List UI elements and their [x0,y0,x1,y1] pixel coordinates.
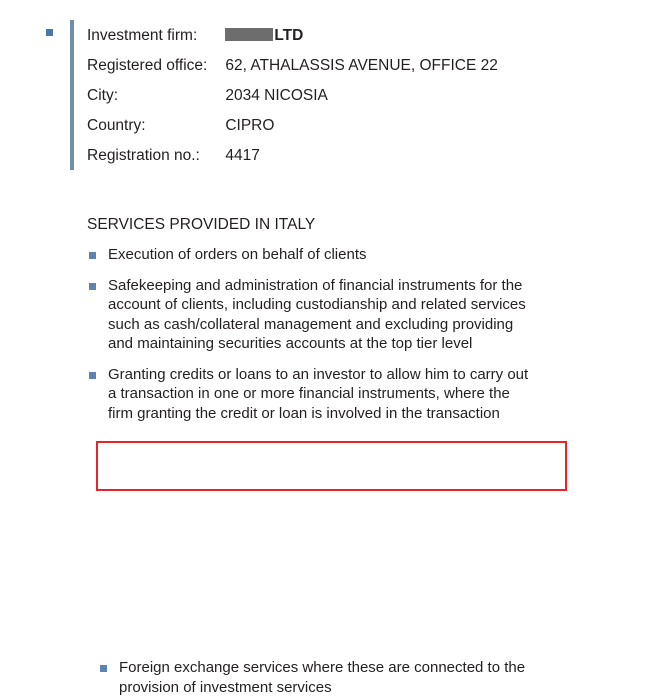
bullet-square-icon [100,665,107,672]
services-list [87,245,587,423]
list-item-text: Foreign exchange services where these are connected to the provision of investment services [119,659,526,696]
firm-name-label: Investment firm: [87,26,198,44]
section-bullet-icon [46,29,53,36]
firm-name-value [225,20,498,50]
list-item-text: Safekeeping and administration of financial instruments for the account of clients, including custodianship and related services such as cash/collateral management and excluding providing and maintaining securities accounts at the top tier level [108,276,526,352]
red-highlight-box [96,441,567,491]
list-item [87,276,538,354]
list-item [87,245,538,265]
city-value: 2034 NICOSIA [225,86,328,104]
firm-name-suffix: LTD [274,26,304,44]
bullet-square-icon [89,372,96,379]
services-section [87,215,587,696]
country-label: Country: [87,116,146,134]
bullet-square-icon [89,283,96,290]
list-item [87,365,538,424]
registration-no-label: Registration no.: [87,146,200,164]
bullet-square-icon [89,252,96,259]
list-item-text: Granting credits or loans to an investor to allow him to carry out a transaction in one or more financial instruments, where the firm granting the credit or loan is involved in the transaction [108,365,529,422]
vertical-rule [70,20,74,170]
table-row [87,20,498,50]
firm-info-table [87,20,498,170]
registered-office-value: 62, ATHALASSIS AVENUE, OFFICE 22 [225,56,498,74]
table-row [87,110,498,140]
list-item-text: Execution of orders on behalf of clients [108,246,367,263]
table-row [87,80,498,110]
city-label: City: [87,86,118,104]
list-item-highlighted [98,658,568,697]
services-title: SERVICES PROVIDED IN ITALY [87,216,316,233]
table-row [87,50,498,80]
registration-no-value: 4417 [225,146,260,164]
redaction-block [225,28,273,41]
country-value: CIPRO [225,116,275,134]
registered-office-label: Registered office: [87,56,208,74]
table-row [87,140,498,170]
